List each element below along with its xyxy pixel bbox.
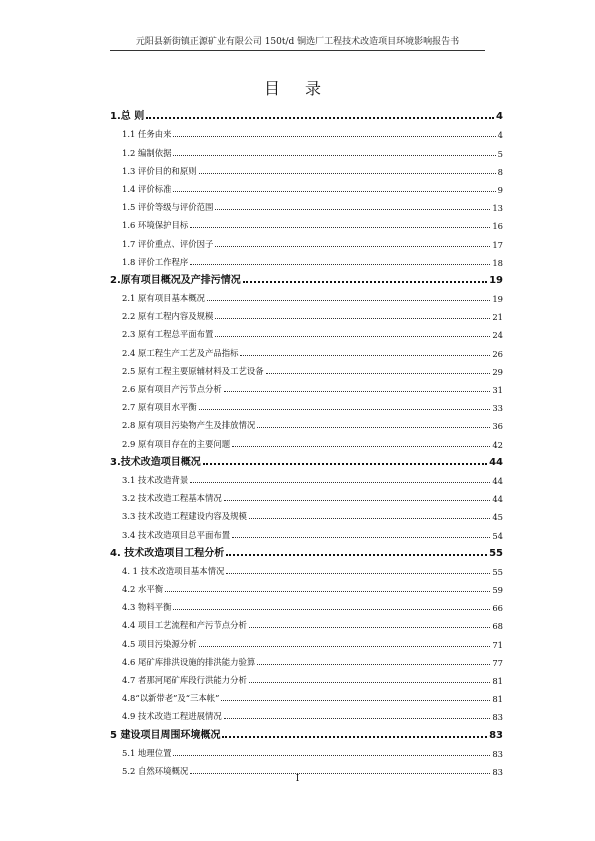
header-rule <box>110 50 485 51</box>
toc-section-entry[interactable] <box>110 322 503 340</box>
page-number: I <box>295 774 300 784</box>
toc-entry-label: 5.1 地理位置 <box>122 747 172 758</box>
dot-leader <box>203 463 487 465</box>
toc-entry-page: 9 <box>497 184 503 195</box>
toc-section-entry[interactable] <box>110 631 503 649</box>
toc-section-entry[interactable] <box>110 140 503 158</box>
toc-section-entry[interactable] <box>110 741 503 759</box>
toc-section-entry[interactable] <box>110 340 503 358</box>
toc-entry-page: 77 <box>492 657 503 668</box>
dot-leader <box>173 155 495 156</box>
toc-entry-label: 5 建设项目周围环境概况 <box>110 729 221 741</box>
toc-section-entry[interactable] <box>110 213 503 231</box>
toc-entry-page: 45 <box>492 512 503 523</box>
toc-section-entry[interactable] <box>110 231 503 249</box>
toc-section-entry[interactable] <box>110 122 503 140</box>
toc-entry-label: 4.8“以新带老”及“三本帐” <box>122 693 220 704</box>
toc-entry-label: 4.4 项目工艺流程和产污节点分析 <box>122 620 247 631</box>
toc-entry-label: 1.1 任务由来 <box>122 129 172 140</box>
dot-leader <box>190 227 490 228</box>
dot-leader <box>215 336 490 337</box>
dot-leader <box>222 736 487 738</box>
toc-entry-page: 44 <box>489 456 503 468</box>
dot-leader <box>190 482 490 483</box>
toc-entry-label: 2.8 原有项目污染物产生及排放情况 <box>122 420 256 431</box>
toc-entry-label: 3.3 技术改造工程建设内容及规模 <box>122 511 247 522</box>
toc-entry-page: 36 <box>492 421 503 432</box>
toc-entry-page: 71 <box>492 639 503 650</box>
toc-section-entry[interactable] <box>110 704 503 722</box>
toc-entry-label: 1.5 评价等级与评价范围 <box>122 202 214 213</box>
toc-entry-page: 55 <box>489 547 503 559</box>
toc-entry-page: 21 <box>492 312 503 323</box>
toc-entry-label: 4.3 物料平衡 <box>122 602 172 613</box>
dot-leader <box>249 682 490 683</box>
toc-section-entry[interactable] <box>110 177 503 195</box>
dot-leader <box>207 300 490 301</box>
toc-section-entry[interactable] <box>110 286 503 304</box>
toc-entry-page: 26 <box>492 348 503 359</box>
toc-entry-label: 4.9 技术改造工程进展情况 <box>122 711 222 722</box>
toc-entry-page: 81 <box>492 694 503 705</box>
toc-entry-label: 1.8 评价工作程序 <box>122 256 189 267</box>
toc-entry-label: 2.2 原有工程内容及规模 <box>122 311 214 322</box>
dot-leader <box>199 646 491 647</box>
toc-entry-label: 3.技术改造项目概况 <box>110 456 201 468</box>
toc-entry-label: 4.2 水平衡 <box>122 584 164 595</box>
dot-leader <box>173 609 490 610</box>
toc-entry-label: 2.7 原有项目水平衡 <box>122 402 197 413</box>
toc-entry-label: 2.9 原有项目存在的主要问题 <box>122 438 231 449</box>
toc-entry-label: 2.4 原工程生产工艺及产品指标 <box>122 347 239 358</box>
toc-entry-label: 2.原有项目概况及产排污情况 <box>110 274 241 286</box>
toc-entry-label: 4. 技术改造项目工程分析 <box>110 547 225 559</box>
toc-title: 目 录 <box>263 79 332 98</box>
toc-entry-page: 83 <box>492 712 503 723</box>
toc-entry-page: 4 <box>497 130 503 141</box>
toc-entry-page: 42 <box>492 439 503 450</box>
toc-entry-label: 4.6 尾矿库排洪设施的排洪能力验算 <box>122 656 256 667</box>
toc-entry-page: 54 <box>492 530 503 541</box>
toc-entry-page: 31 <box>492 385 503 395</box>
toc-chapter-entry[interactable] <box>110 104 503 122</box>
dot-leader <box>190 264 490 265</box>
toc-entry-page: 29 <box>492 366 503 377</box>
toc-section-entry[interactable] <box>110 504 503 522</box>
toc-entry-page: 33 <box>492 403 503 414</box>
dot-leader <box>165 591 490 592</box>
toc-chapter-entry[interactable] <box>110 722 503 740</box>
toc-section-entry[interactable] <box>110 486 503 504</box>
toc-entry-label: 1.2 编制依据 <box>122 147 172 158</box>
dot-leader <box>224 391 491 392</box>
table-of-contents <box>110 104 503 777</box>
dot-leader <box>215 246 490 247</box>
toc-entry-page: 44 <box>492 494 503 505</box>
toc-section-entry[interactable] <box>110 650 503 668</box>
dot-leader <box>249 627 490 628</box>
dot-leader <box>221 700 490 701</box>
toc-section-entry[interactable] <box>110 250 503 268</box>
toc-section-entry[interactable] <box>110 522 503 540</box>
dot-leader <box>199 409 491 410</box>
dot-leader <box>224 718 491 719</box>
toc-chapter-entry[interactable] <box>110 268 503 286</box>
toc-section-entry[interactable] <box>110 359 503 377</box>
toc-entry-label: 1.7 评价重点、评价因子 <box>122 238 214 249</box>
toc-entry-page: 17 <box>492 239 503 250</box>
toc-chapter-entry[interactable] <box>110 450 503 468</box>
toc-section-entry[interactable] <box>110 559 503 577</box>
toc-section-entry[interactable] <box>110 413 503 431</box>
toc-section-entry[interactable] <box>110 159 503 177</box>
toc-entry-label: 3.4 技术改造项目总平面布置 <box>122 529 231 540</box>
toc-entry-page: 55 <box>492 566 503 577</box>
dot-leader <box>226 554 487 556</box>
toc-entry-page: 18 <box>492 257 503 268</box>
dot-leader <box>266 373 491 374</box>
toc-section-entry[interactable] <box>110 431 503 449</box>
toc-section-entry[interactable] <box>110 468 503 486</box>
toc-entry-label: 1.4 评价标准 <box>122 183 172 194</box>
toc-entry-label: 1.3 评价目的和原则 <box>122 165 197 176</box>
toc-entry-page: 4 <box>496 111 503 123</box>
toc-entry-label: 2.6 原有项目产污节点分析 <box>122 384 222 394</box>
toc-entry-page: 24 <box>492 330 503 341</box>
toc-entry-page: 8 <box>497 166 503 177</box>
toc-entry-label: 3.1 技术改造背景 <box>122 474 189 485</box>
dot-leader <box>249 518 490 519</box>
toc-section-entry[interactable] <box>110 577 503 595</box>
toc-entry-label: 2.1 原有项目基本概况 <box>122 293 205 304</box>
dot-leader <box>257 427 490 428</box>
dot-leader <box>243 281 487 283</box>
dot-leader <box>232 537 490 538</box>
toc-entry-page: 83 <box>492 748 503 759</box>
toc-entry-label: 2.5 原有工程主要原辅材料及工艺设备 <box>122 365 264 376</box>
toc-entry-label: 5.2 自然环境概况 <box>122 765 189 776</box>
dot-leader <box>215 209 490 210</box>
toc-entry-page: 19 <box>489 274 503 286</box>
dot-leader <box>173 191 495 192</box>
toc-entry-page: 16 <box>492 221 503 232</box>
toc-entry-page: 19 <box>492 294 503 305</box>
toc-section-entry[interactable] <box>110 395 503 413</box>
dot-leader <box>173 136 495 137</box>
toc-section-entry[interactable] <box>110 668 503 686</box>
toc-entry-page: 59 <box>492 585 503 596</box>
toc-entry-page: 81 <box>492 676 503 686</box>
toc-entry-page: 44 <box>492 475 503 486</box>
running-header: 元阳县新街镇正源矿业有限公司 150t/d 铜选厂工程技术改造项目环境影响报告书 <box>135 37 460 47</box>
dot-leader <box>240 355 490 356</box>
toc-entry-page: 5 <box>497 148 503 159</box>
dot-leader <box>257 664 490 665</box>
dot-leader <box>146 117 494 119</box>
toc-section-entry[interactable] <box>110 195 503 213</box>
dot-leader <box>226 573 490 574</box>
toc-entry-page: 13 <box>492 203 503 214</box>
toc-entry-page: 66 <box>492 603 503 614</box>
toc-entry-page: 83 <box>489 729 503 741</box>
toc-entry-label: 1.总 则 <box>110 111 145 123</box>
toc-chapter-entry[interactable] <box>110 541 503 559</box>
toc-section-entry[interactable] <box>110 304 503 322</box>
toc-section-entry[interactable] <box>110 377 503 395</box>
dot-leader <box>224 500 491 501</box>
toc-entry-label: 4.7 者那河尾矿库段行洪能力分析 <box>122 675 247 685</box>
dot-leader <box>199 173 496 174</box>
toc-entry-label: 4.5 项目污染源分析 <box>122 638 197 649</box>
toc-entry-page: 83 <box>492 766 503 777</box>
toc-section-entry[interactable] <box>110 613 503 631</box>
toc-section-entry[interactable] <box>110 686 503 704</box>
toc-entry-label: 3.2 技术改造工程基本情况 <box>122 493 222 504</box>
toc-section-entry[interactable] <box>110 595 503 613</box>
toc-entry-label: 2.3 原有工程总平面布置 <box>122 329 214 340</box>
dot-leader <box>173 755 490 756</box>
dot-leader <box>232 446 490 447</box>
toc-entry-label: 1.6 环境保护目标 <box>122 220 189 231</box>
toc-entry-label: 4. 1 技术改造项目基本情况 <box>122 565 225 576</box>
toc-entry-page: 68 <box>492 621 503 632</box>
dot-leader <box>215 318 490 319</box>
